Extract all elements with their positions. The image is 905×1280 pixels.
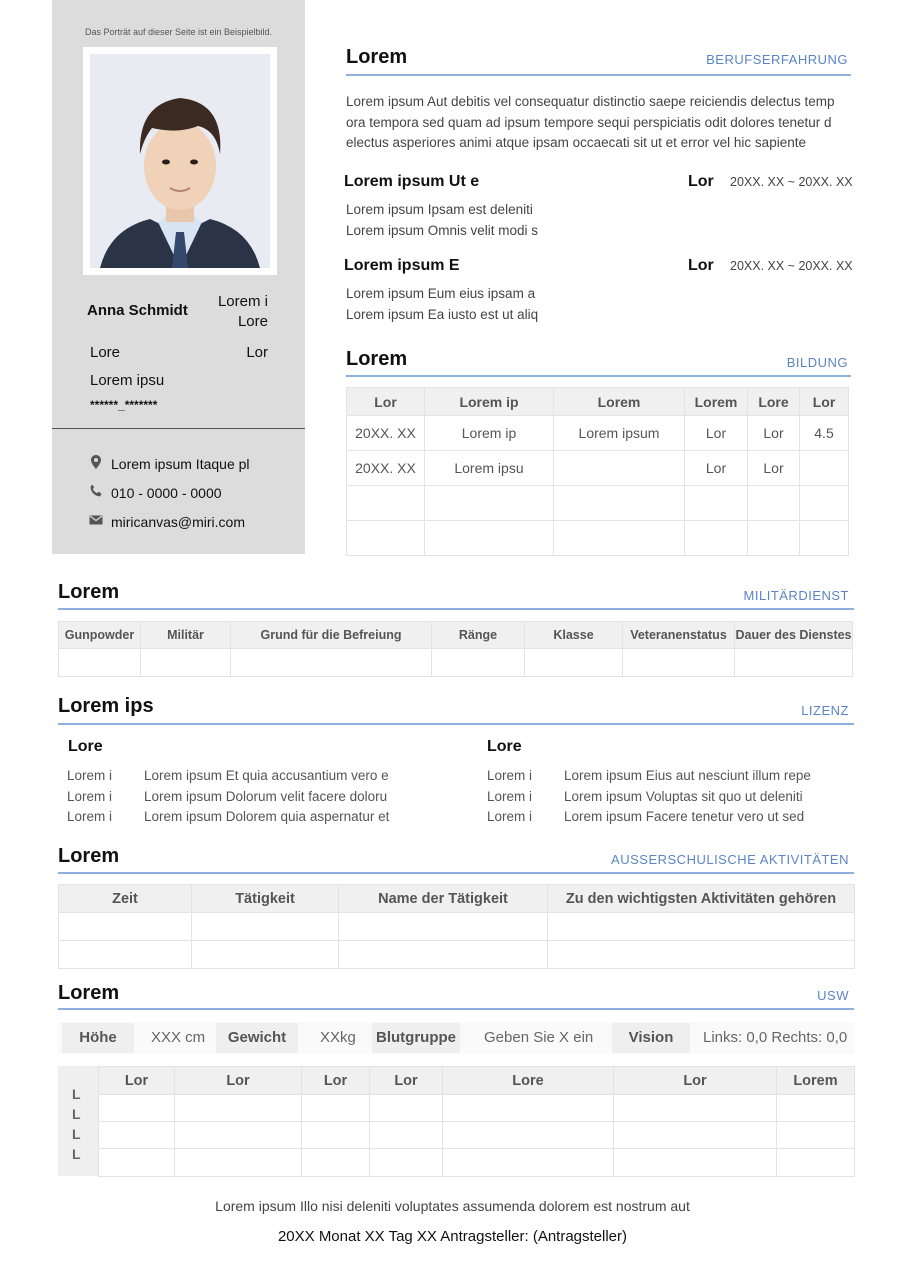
table-header: Lor	[347, 388, 425, 416]
license-right-heading: Lore	[487, 738, 522, 755]
education-table	[346, 387, 849, 556]
table-row	[59, 941, 855, 969]
name-side-label-1: Lorem i	[217, 293, 268, 310]
table-header: Lor	[800, 388, 849, 416]
portrait-note: Das Porträt auf dieser Seite ist ein Beispielbild.	[84, 27, 273, 37]
row-label-column	[58, 1066, 98, 1176]
table-cell: Lor	[748, 451, 800, 486]
list-item: Lorem i Lorem ipsum Et quia accusantium vero e	[67, 768, 389, 783]
license-right-list	[487, 766, 811, 828]
desc-line: Lorem ipsum Ea iusto est ut aliq	[346, 306, 539, 322]
blood-type-value: Geben Sie X ein	[484, 1029, 594, 1046]
phone-icon	[89, 484, 103, 501]
experience-item-desc	[346, 284, 538, 325]
table-header: Zu den wichtigsten Aktivitäten gehören	[548, 885, 855, 913]
profile-field-2: Lor	[246, 344, 268, 361]
name-side-label-2: Lore	[237, 313, 268, 330]
list-item: Lorem i Lorem ipsum Dolorum velit facere doloru	[67, 788, 388, 804]
desc-line: Lorem ipsum Ipsam est deleniti	[346, 202, 533, 217]
table-header: Lorem	[685, 388, 748, 416]
phone-text: 010 - 0000 - 0000	[111, 484, 222, 501]
vision-label: Vision	[612, 1023, 690, 1053]
table-header: Lor	[614, 1067, 777, 1095]
table-row	[347, 521, 849, 556]
table-cell: Lorem ip	[425, 416, 554, 451]
table-header: Name der Tätigkeit	[339, 885, 548, 913]
desc-line: Lorem ipsum Eum eius ipsam a	[346, 286, 536, 301]
table-header: Lor	[99, 1067, 175, 1095]
table-header: Militär	[141, 622, 231, 649]
table-header: Zeit	[59, 885, 192, 913]
table-header: Lorem ip	[425, 388, 554, 416]
table-header: Lor	[302, 1067, 370, 1095]
table-cell: Lor	[685, 416, 748, 451]
experience-item-date: 20XX. XX ~ 20XX. XX	[730, 259, 853, 273]
experience-subtitle: BERUFSERFAHRUNG	[706, 52, 848, 67]
row-labels: L L L L	[72, 1086, 81, 1162]
table-cell: 4.5	[800, 416, 849, 451]
email-row	[89, 513, 245, 530]
address-row	[89, 455, 250, 472]
table-row	[347, 486, 849, 521]
blood-type-label: Blutgruppe	[372, 1023, 460, 1053]
mail-icon	[89, 513, 103, 530]
intro-line: electus asperiores animi atque ipsam occaecati sit ut et error vel hic sapiente	[346, 135, 806, 150]
experience-item-desc	[346, 200, 538, 241]
vision-value: Links: 0,0 Rechts: 0,0	[703, 1029, 848, 1046]
email-text: miricanvas@miri.com	[111, 513, 245, 530]
table-cell: Lorem ipsu	[425, 451, 554, 486]
education-title: Lorem	[346, 348, 408, 370]
education-subtitle: BILDUNG	[786, 355, 848, 370]
table-header: Lor	[175, 1067, 302, 1095]
table-cell	[800, 451, 849, 486]
footer-statement: Lorem ipsum Illo nisi deleniti voluptates assumenda dolorem est nostrum aut	[215, 1198, 690, 1214]
table-cell: Lorem ipsum	[554, 416, 685, 451]
list-item: Lorem i Lorem ipsum Eius aut nesciunt illum repe	[487, 768, 811, 783]
experience-item-title: Lorem ipsum E	[344, 257, 460, 274]
intro-line: ora tempora sed quam ad ipsum tempore sequi perspiciatis odit dolores tenetur d	[346, 114, 832, 130]
table-row	[99, 1122, 855, 1149]
weight-label: Gewicht	[216, 1023, 298, 1053]
table-header: Gunpowder	[59, 622, 141, 649]
table-cell: 20XX. XX	[347, 416, 425, 451]
table-header: Lore	[443, 1067, 614, 1095]
table-header: Klasse	[525, 622, 623, 649]
table-row	[59, 649, 853, 677]
table-cell: 20XX. XX	[347, 451, 425, 486]
activities-title: Lorem	[58, 845, 120, 867]
table-header: Lorem	[554, 388, 685, 416]
experience-title: Lorem	[346, 46, 408, 68]
license-left-list	[67, 766, 389, 828]
profile-sidebar	[52, 0, 305, 554]
military-title: Lorem	[58, 581, 120, 603]
table-row	[347, 451, 849, 486]
intro-line: Lorem ipsum Aut debitis vel consequatur distinctio saepe reiciendis delectus temp	[346, 94, 835, 109]
activities-rule	[58, 872, 854, 874]
experience-rule	[346, 74, 851, 76]
table-header: Lorem	[777, 1067, 855, 1095]
desc-line: Lorem ipsum Omnis velit modi s	[346, 222, 539, 238]
table-header: Ränge	[432, 622, 525, 649]
sidebar-divider	[52, 428, 305, 429]
list-item: Lorem i Lorem ipsum Voluptas sit quo ut deleniti	[487, 788, 803, 804]
address-text: Lorem ipsum Itaque pl	[111, 455, 250, 472]
phone-row	[89, 484, 222, 501]
table-row	[59, 913, 855, 941]
portrait-photo	[90, 54, 270, 268]
etc-title: Lorem	[58, 982, 120, 1004]
height-value: XXX cm	[151, 1029, 206, 1046]
list-item: Lorem i Lorem ipsum Facere tenetur vero ut sed	[487, 809, 805, 824]
license-subtitle: LIZENZ	[801, 703, 849, 718]
portrait-frame	[83, 47, 277, 275]
table-cell: Lor	[685, 451, 748, 486]
applicant-name: Anna Schmidt	[87, 302, 188, 319]
activities-table	[58, 884, 855, 969]
table-cell: Lor	[748, 416, 800, 451]
table-row	[347, 416, 849, 451]
activities-subtitle: AUSSERSCHULISCHE AKTIVITÄTEN	[611, 852, 849, 867]
profile-field-3: Lorem ipsu	[90, 372, 165, 389]
table-row	[99, 1149, 855, 1177]
etc-table	[98, 1066, 855, 1177]
military-table	[58, 621, 853, 677]
etc-rule	[58, 1008, 854, 1010]
table-header: Lor	[370, 1067, 443, 1095]
table-header: Veteranenstatus	[623, 622, 735, 649]
table-header: Grund für die Befreiung	[231, 622, 432, 649]
footer-signature-line: 20XX Monat XX Tag XX Antragsteller: (Antragsteller)	[277, 1228, 628, 1245]
military-rule	[58, 608, 854, 610]
experience-intro	[346, 92, 851, 154]
list-item: Lorem i Lorem ipsum Dolorem quia aspernatur et	[67, 809, 390, 824]
table-header: Lore	[748, 388, 800, 416]
license-title: Lorem ips	[58, 695, 154, 717]
weight-value: XXkg	[320, 1029, 356, 1046]
experience-item-role: Lor	[688, 173, 714, 190]
masked-id: ******_*******	[90, 398, 158, 412]
license-left-heading: Lore	[68, 738, 103, 755]
location-pin-icon	[89, 455, 103, 472]
military-subtitle: MILITÄRDIENST	[743, 588, 849, 603]
education-rule	[346, 375, 851, 377]
etc-subtitle: USW	[817, 988, 849, 1003]
table-cell	[554, 451, 685, 486]
table-row	[99, 1095, 855, 1122]
experience-item-title: Lorem ipsum Ut e	[344, 173, 480, 190]
table-header: Dauer des Dienstes	[735, 622, 853, 649]
profile-field-1: Lore	[90, 344, 121, 361]
experience-item-role: Lor	[688, 257, 714, 274]
experience-item-date: 20XX. XX ~ 20XX. XX	[730, 175, 853, 189]
license-rule	[58, 723, 854, 725]
height-label: Höhe	[62, 1023, 134, 1053]
table-header: Tätigkeit	[192, 885, 339, 913]
